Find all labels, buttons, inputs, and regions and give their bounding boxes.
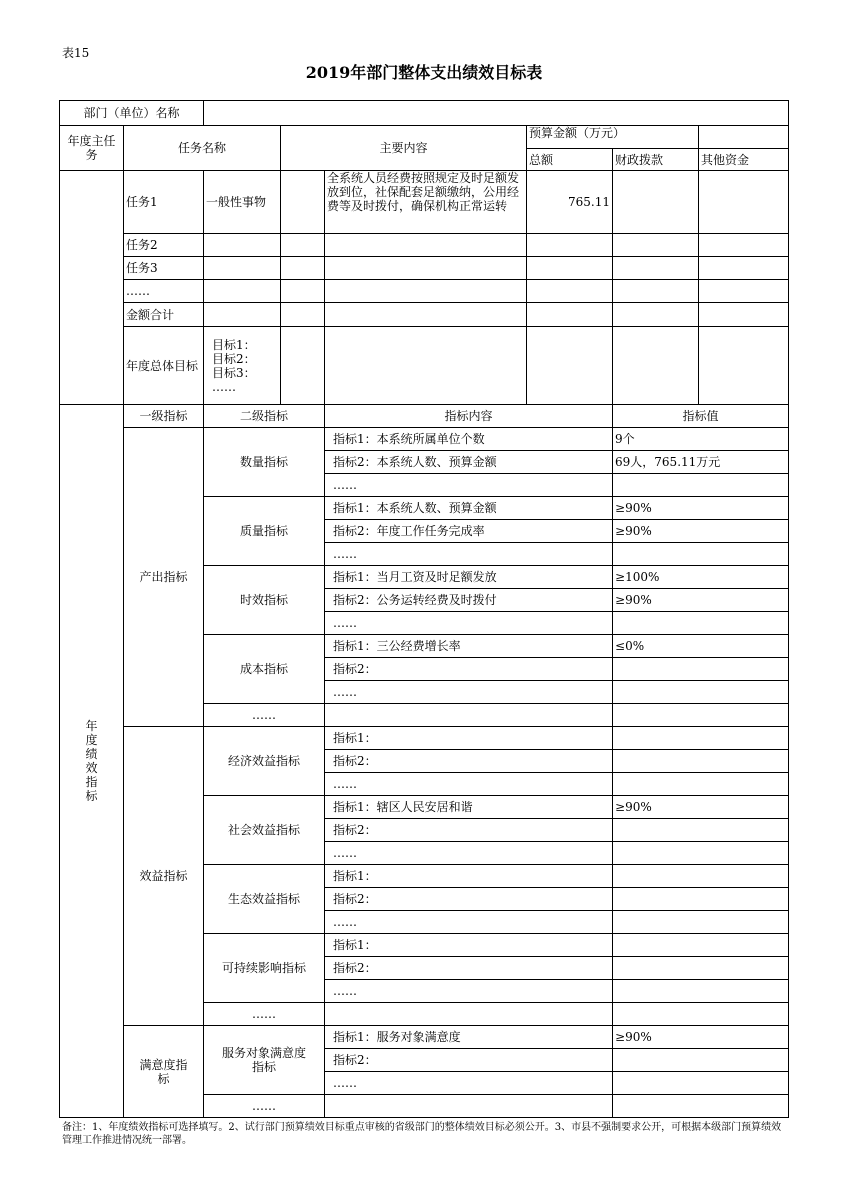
indicator-content: 指标1： — [325, 865, 613, 888]
indicator-value: ≥100% — [613, 566, 789, 589]
task1-total: 765.11 — [527, 171, 613, 234]
task-sum-row — [60, 303, 789, 327]
task1-content: 全系统人员经费按照规定及时足额发放到位，社保配套足额缴纳，公用经费等及时拨付，确保机构正常运转 — [325, 171, 527, 234]
task1-fiscal — [613, 171, 699, 234]
total-header: 总额 — [527, 149, 613, 171]
table-row — [60, 1026, 789, 1049]
task2-row — [60, 234, 789, 257]
indicator-value: ≤0% — [613, 635, 789, 658]
economic-indicator: 经济效益指标 — [204, 727, 325, 796]
table-number: 表15 — [62, 46, 90, 60]
indicator-content: 指标1：当月工资及时足额发放 — [325, 566, 613, 589]
indicator-content: …… — [325, 773, 613, 796]
perf-header-row — [60, 405, 789, 428]
indicator-content: …… — [325, 612, 613, 635]
performance-target-table — [59, 100, 789, 1118]
indicator-content: 指标1： — [325, 934, 613, 957]
indicator-content: 指标2：公务运转经费及时拨付 — [325, 589, 613, 612]
task1-blank — [281, 171, 325, 234]
indicator-value: ≥90% — [613, 796, 789, 819]
budget-header: 预算金额（万元） — [527, 126, 699, 149]
indicator-value: ≥90% — [613, 520, 789, 543]
footnote: 备注：1、年度绩效指标可选择填写。2、试行部门预算绩效目标重点审核的省级部门的整体绩效目标必须公开。3、市县不强制要求公开，可根据本级部门预算绩效管理工作推进情况统一部署。 — [62, 1122, 782, 1146]
level2-header: 二级指标 — [204, 405, 325, 428]
social-indicator: 社会效益指标 — [204, 796, 325, 865]
indicator-content: …… — [325, 543, 613, 566]
task-group-cell — [60, 171, 124, 405]
quality-indicator: 质量指标 — [204, 497, 325, 566]
task2-label: 任务2 — [124, 234, 204, 257]
task-ellipsis-row — [60, 280, 789, 303]
goal-2: 目标2： — [212, 351, 256, 366]
task-ellipsis: …… — [124, 280, 204, 303]
indicator-content: 指标2：本系统人数、预算金额 — [325, 451, 613, 474]
goal-1: 目标1： — [212, 337, 256, 352]
task-name-header: 任务名称 — [124, 126, 281, 171]
task-sum-label: 金额合计 — [124, 303, 204, 327]
indicator-content: …… — [325, 474, 613, 497]
output-indicator: 产出指标 — [124, 428, 204, 727]
satisfaction-indicator: 满意度指标 — [124, 1026, 204, 1118]
page-title: 2019年部门整体支出绩效目标表 — [305, 63, 543, 82]
indicator-value: ≥90% — [613, 1026, 789, 1049]
level1-header: 一级指标 — [124, 405, 204, 428]
dept-label: 部门（单位）名称 — [60, 101, 204, 126]
level2-ellipsis: …… — [204, 1095, 325, 1118]
level2-ellipsis: …… — [204, 704, 325, 727]
task3-row — [60, 257, 789, 280]
table-row — [60, 727, 789, 750]
indicator-value: ≥90% — [613, 497, 789, 520]
indicator-content: 指标2： — [325, 888, 613, 911]
indicator-content: 指标2： — [325, 1049, 613, 1072]
task1-row — [60, 171, 789, 234]
indicator-content: 指标1：本系统所属单位个数 — [325, 428, 613, 451]
indicator-value: ≥90% — [613, 589, 789, 612]
cost-indicator: 成本指标 — [204, 635, 325, 704]
task1-name: 一般性事物 — [204, 171, 281, 234]
dept-value — [204, 101, 789, 126]
quantity-indicator: 数量指标 — [204, 428, 325, 497]
indicator-content: 指标2： — [325, 957, 613, 980]
indicator-value: 9个 — [613, 428, 789, 451]
indicator-content: …… — [325, 681, 613, 704]
indicator-content: …… — [325, 980, 613, 1003]
indicator-content: 指标1： — [325, 727, 613, 750]
goal-3: 目标3： — [212, 365, 256, 380]
goals-list — [204, 327, 281, 405]
perf-label: 年度绩效指标 — [60, 405, 124, 1118]
indicator-content: 指标2： — [325, 750, 613, 773]
goals-row — [60, 327, 789, 405]
eco-indicator: 生态效益指标 — [204, 865, 325, 934]
value-header: 指标值 — [613, 405, 789, 428]
indicator-content: 指标2： — [325, 658, 613, 681]
indicator-content: …… — [325, 911, 613, 934]
indicator-content: 指标2： — [325, 819, 613, 842]
table-row — [60, 428, 789, 451]
service-indicator: 服务对象满意度指标 — [204, 1026, 325, 1095]
task-header-row — [60, 126, 789, 149]
indicator-content: 指标1：服务对象满意度 — [325, 1026, 613, 1049]
benefit-indicator: 效益指标 — [124, 727, 204, 1026]
goals-label: 年度总体目标 — [124, 327, 204, 405]
indicator-content: 指标1：辖区人民安居和谐 — [325, 796, 613, 819]
sustain-indicator: 可持续影响指标 — [204, 934, 325, 1003]
indicator-content: …… — [325, 1072, 613, 1095]
task1-other — [699, 171, 789, 234]
content-header: 指标内容 — [325, 405, 613, 428]
indicator-content: 指标2：年度工作任务完成率 — [325, 520, 613, 543]
main-content-header: 主要内容 — [281, 126, 527, 171]
task1-label: 任务1 — [124, 171, 204, 234]
fiscal-header: 财政拨款 — [613, 149, 699, 171]
indicator-content: 指标1：三公经费增长率 — [325, 635, 613, 658]
other-header: 其他资金 — [699, 149, 789, 171]
task3-label: 任务3 — [124, 257, 204, 280]
goal-ellipsis: …… — [212, 379, 237, 394]
budget-extra-cell — [699, 126, 789, 149]
indicator-content: 指标1：本系统人数、预算金额 — [325, 497, 613, 520]
indicator-content: …… — [325, 842, 613, 865]
timeliness-indicator: 时效指标 — [204, 566, 325, 635]
annual-task-label: 年度主任务 — [60, 126, 124, 171]
indicator-value: 69人，765.11万元 — [613, 451, 789, 474]
level2-ellipsis: …… — [204, 1003, 325, 1026]
dept-row — [60, 101, 789, 126]
